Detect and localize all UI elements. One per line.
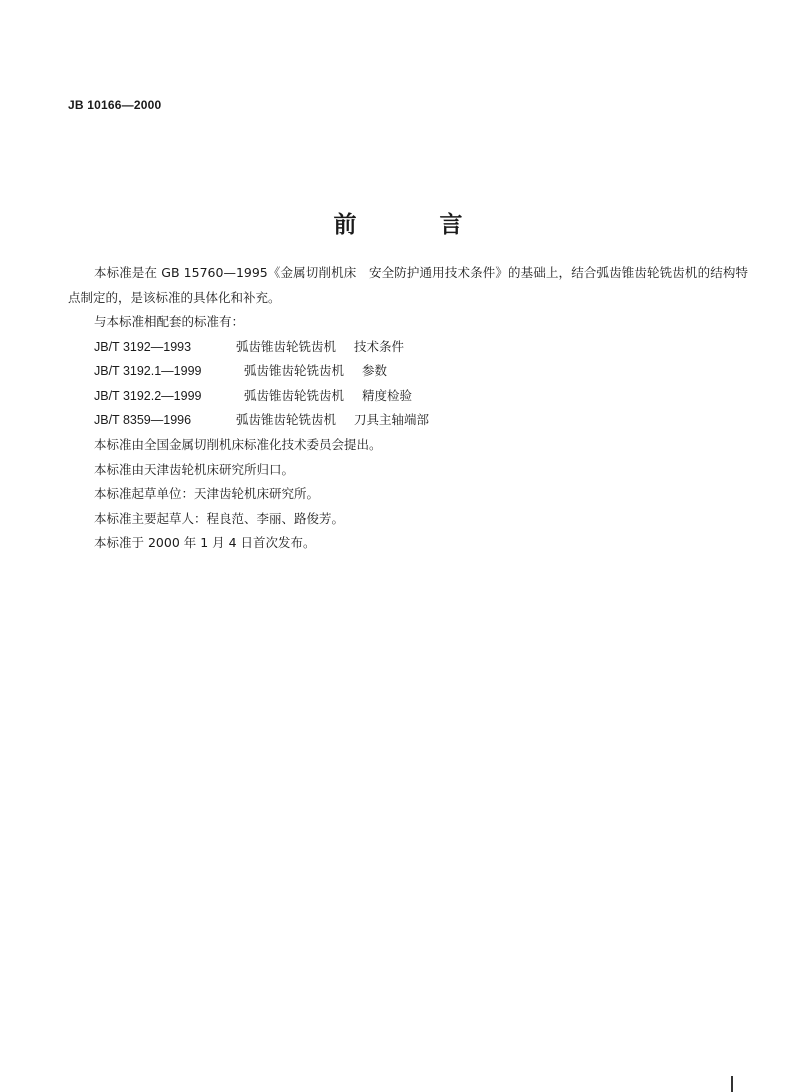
related-standards-heading: 与本标准相配套的标准有： xyxy=(94,314,245,329)
intro-paragraph: 本标准是在 GB 15760—1995《金属切削机床 安全防护通用技术条件》的基础上，结合弧齿锥齿轮铣齿机的结构特点制定的，是该标准的具体化和补充。 xyxy=(68,265,748,305)
related-standard-part: 技术条件 xyxy=(354,338,405,354)
related-standard-part: 参数 xyxy=(362,363,388,379)
page-edge-mark xyxy=(731,1076,733,1092)
related-standard-name: 弧齿锥齿轮铣齿机 xyxy=(236,412,337,428)
related-standard-name: 弧齿锥齿轮铣齿机 xyxy=(236,338,337,354)
drafting-unit-statement: 本标准起草单位：天津齿轮机床研究所。 xyxy=(94,486,320,502)
page-title: 前 言 xyxy=(333,212,493,238)
related-standard-name: 弧齿锥齿轮铣齿机 xyxy=(244,387,345,403)
related-standard-item xyxy=(68,408,748,433)
related-standard-name: 弧齿锥齿轮铣齿机 xyxy=(244,363,345,379)
document-body xyxy=(68,261,748,556)
standard-code-header: JB 10166—2000 xyxy=(68,98,162,112)
related-standard-code: JB/T 3192—1993 xyxy=(94,339,192,354)
related-standard-code: JB/T 8359—1996 xyxy=(94,413,192,428)
related-standard-item xyxy=(68,335,748,360)
release-date-statement: 本标准于 2000 年 1 月 4 日首次发布。 xyxy=(94,535,316,551)
related-standard-code: JB/T 3192.1—1999 xyxy=(94,364,202,379)
related-standard-code: JB/T 3192.2—1999 xyxy=(94,388,202,403)
related-standard-part: 精度检验 xyxy=(362,387,413,403)
drafters-statement: 本标准主要起草人：程良范、李丽、路俊芳。 xyxy=(94,510,345,526)
related-standard-item xyxy=(68,384,748,409)
related-standard-item xyxy=(68,359,748,384)
proposed-by-statement: 本标准由全国金属切削机床标准化技术委员会提出。 xyxy=(94,436,382,452)
managed-by-statement: 本标准由天津齿轮机床研究所归口。 xyxy=(94,461,295,477)
related-standard-part: 刀具主轴端部 xyxy=(354,412,430,428)
